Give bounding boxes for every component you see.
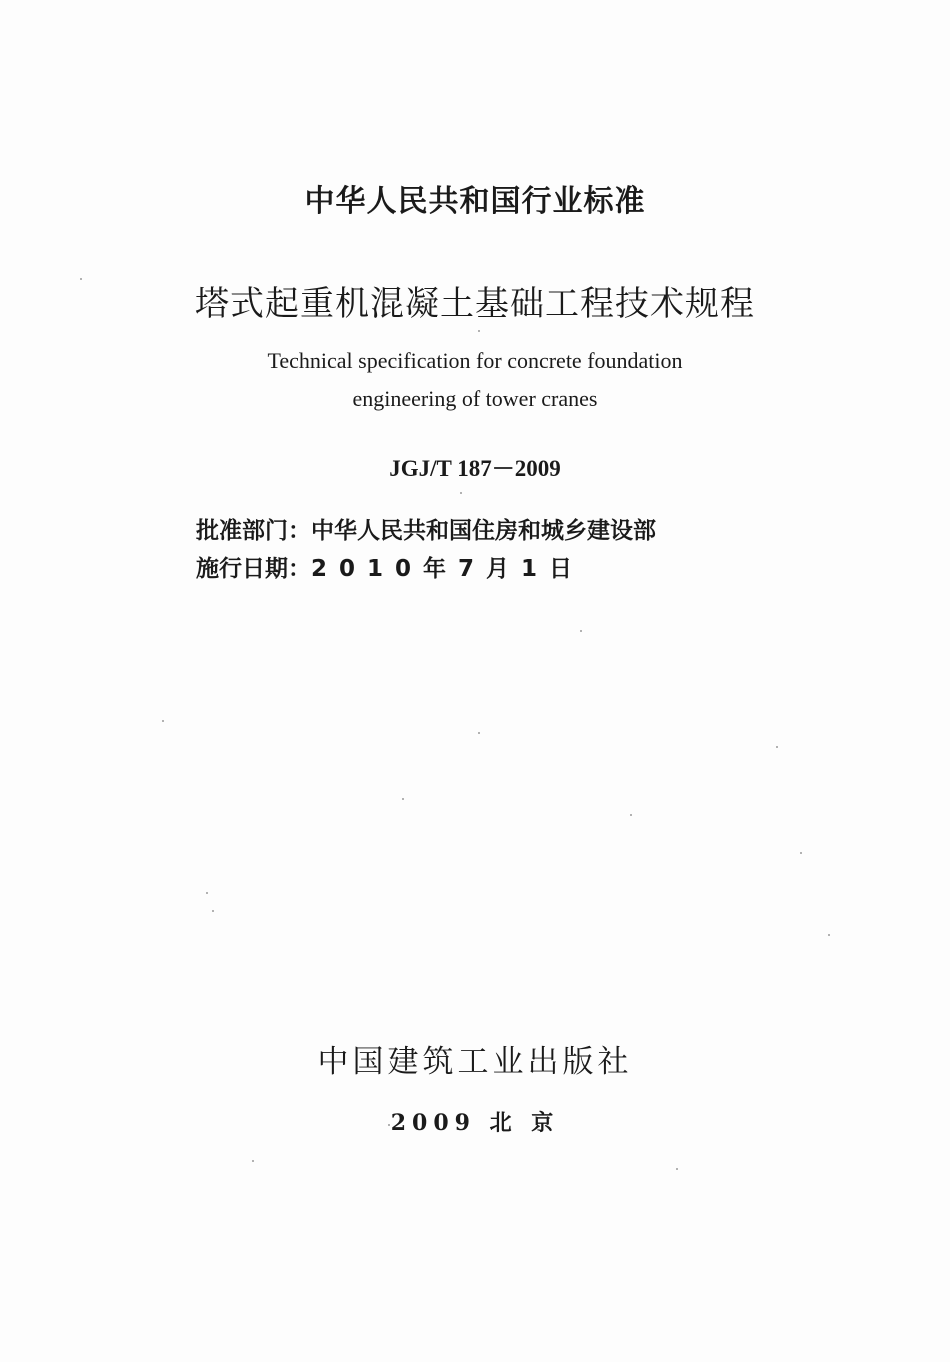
series-title: 中华人民共和国行业标准 <box>304 184 646 219</box>
approval-row <box>196 512 656 545</box>
publication-place-year: 2009 北 京 <box>390 1110 560 1136</box>
approval-value: 中华人民共和国住房和城乡建设部 <box>311 518 656 544</box>
english-title-line-1: Technical specification for concrete foundation <box>267 348 683 373</box>
scan-speck <box>388 1124 390 1126</box>
scan-speck <box>478 330 480 332</box>
scan-speck <box>630 814 632 816</box>
scan-speck <box>212 910 214 912</box>
chinese-title: 塔式起重机混凝土基础工程技术规程 <box>195 284 755 324</box>
scan-speck <box>828 934 830 936</box>
effective-date-label: 施行日期： <box>196 556 311 582</box>
scan-speck <box>478 732 480 734</box>
scan-speck <box>162 720 164 722</box>
scan-speck <box>460 492 462 494</box>
standard-code: JGJ/T 187－2009 <box>389 456 561 481</box>
publisher: 中国建筑工业出版社 <box>317 1044 633 1080</box>
scan-speck <box>80 278 82 280</box>
approval-label: 批准部门： <box>196 518 311 544</box>
scan-speck <box>206 892 208 894</box>
scan-speck <box>580 630 582 632</box>
scan-speck <box>402 798 404 800</box>
scan-speck <box>252 1160 254 1162</box>
scan-speck <box>776 746 778 748</box>
scan-speck <box>676 1168 678 1170</box>
scan-speck <box>800 852 802 854</box>
effective-date-row <box>196 550 584 583</box>
english-title-line-2: engineering of tower cranes <box>352 386 598 411</box>
effective-date-value: 2010年7月1日 <box>311 556 585 582</box>
